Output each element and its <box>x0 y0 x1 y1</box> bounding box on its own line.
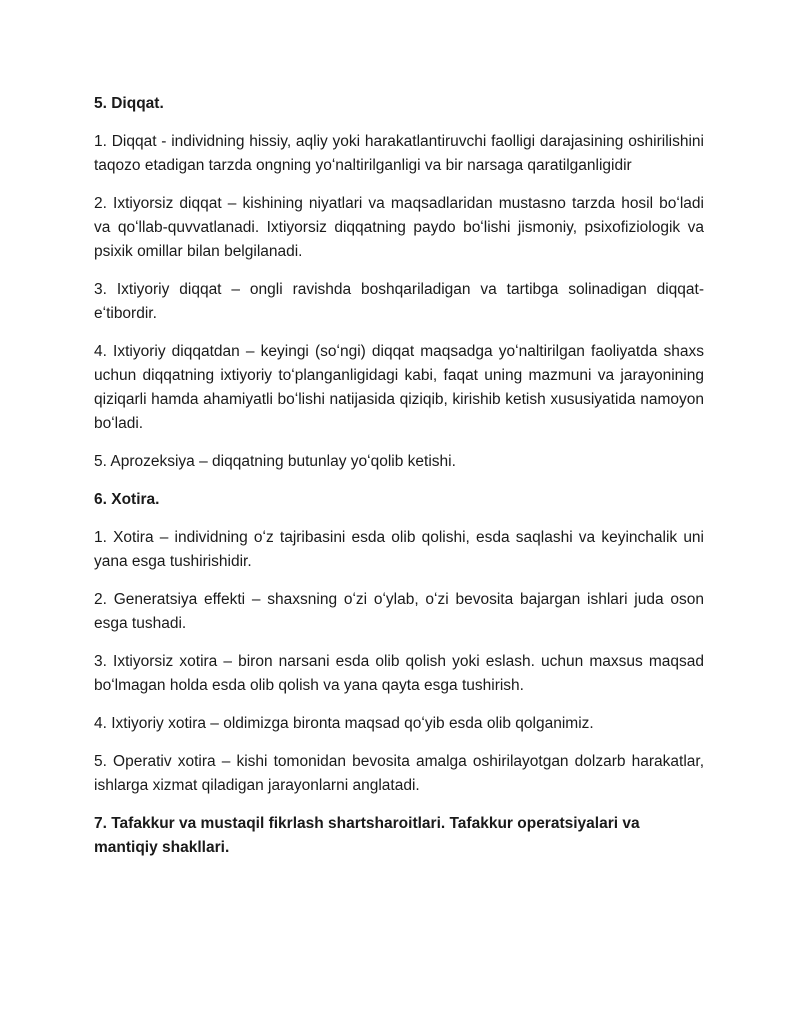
section-heading-xotira: 6. Xotira. <box>94 491 160 508</box>
paragraph-xotira-1: 1. Xotira – individning oʻz tajribasini esda olib qolishi, esda saqlashi va keyinchalik uni yana esga tushirishidir. <box>94 529 704 570</box>
paragraph-xotira-2: 2. Generatsiya effekti – shaxsning oʻzi oʻylab, oʻzi bevosita bajargan ishlari juda oson esga tushadi. <box>94 591 704 632</box>
paragraph-diqqat-1: 1. Diqqat - individning hissiy, aqliy yoki harakatlantiruvchi faolligi darajasining oshirilishini taqozo etadigan tarzda ongning yoʻnaltirilganligi va bir narsaga qaratilganligidir <box>94 133 704 174</box>
paragraph-xotira-5: 5. Operativ xotira – kishi tomonidan bevosita amalga oshirilayotgan dolzarb harakatlar, ishlarga xizmat qiladigan jarayonlarni anglatadi. <box>94 753 704 794</box>
paragraph-diqqat-3: 3. Ixtiyoriy diqqat – ongli ravishda boshqariladigan va tartibga solinadigan diqqat-eʻtibordir. <box>94 281 704 322</box>
document-page <box>94 92 704 874</box>
section-heading-diqqat: 5. Diqqat. <box>94 95 164 112</box>
paragraph-xotira-3: 3. Ixtiyorsiz xotira – biron narsani esda olib qolish yoki eslash. uchun maxsus maqsad boʻlmagan holda esda olib qolish va yana qayta esga tushirish. <box>94 653 704 694</box>
section-heading-tafakkur: 7. Tafakkur va mustaqil fikrlash shartsharoitlari. Tafakkur operatsiyalari va mantiqiy shakllari. <box>94 815 640 856</box>
paragraph-diqqat-2: 2. Ixtiyorsiz diqqat – kishining niyatlari va maqsadlaridan mustasno tarzda hosil boʻladi va qoʻllab-quvvatlanadi. Ixtiyorsiz diqqatning paydo boʻlishi jismoniy, psixofiziologik va psixik omillar bilan belgilanadi. <box>94 195 704 260</box>
paragraph-diqqat-5: 5. Aprozeksiya – diqqatning butunlay yoʻqolib ketishi. <box>94 453 456 470</box>
paragraph-diqqat-4: 4. Ixtiyoriy diqqatdan – keyingi (soʻngi) diqqat maqsadga yoʻnaltirilgan faoliyatda shaxs uchun diqqatning ixtiyoriy toʻplanganligidagi kabi, faqat uning mazmuni va jarayonining qiziqarli hamda ahamiyatli boʻlishi natijasida qiziqib, kirishib ketish xususiyatida namoyon boʻladi. <box>94 343 704 432</box>
paragraph-xotira-4: 4. Ixtiyoriy xotira – oldimizga bironta maqsad qoʻyib esda olib qolganimiz. <box>94 715 594 732</box>
